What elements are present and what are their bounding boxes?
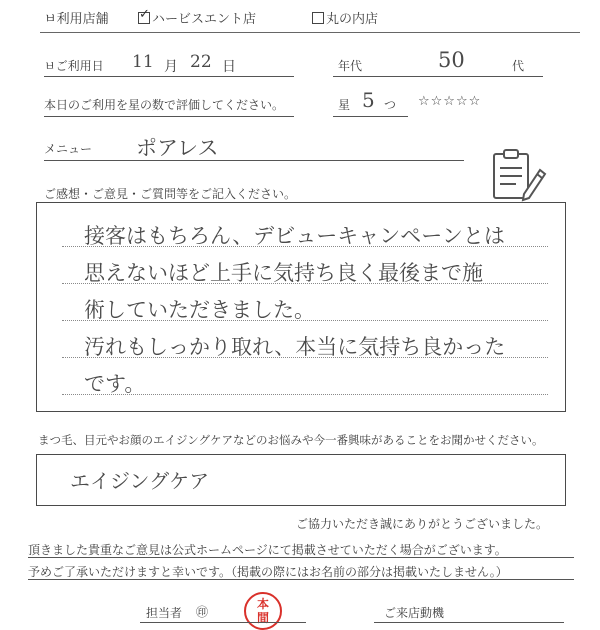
month-unit: 月 xyxy=(164,59,178,75)
star-label: 星 xyxy=(338,98,351,112)
header-rule xyxy=(40,32,580,33)
notice-underline-1 xyxy=(28,557,574,558)
date-label: ㅂご利用日 xyxy=(44,59,104,73)
staff-seal-stamp: 本間 xyxy=(244,592,282,630)
store-option-1[interactable]: ✓ ハービスエント店 xyxy=(139,7,257,27)
menu-label: メニュー xyxy=(44,142,93,156)
comment-line: です。 xyxy=(84,372,146,396)
menu-value: ポアレス xyxy=(136,136,219,160)
comment-line: 接客はもちろん、デビューキャンペーンとは xyxy=(84,224,505,248)
checkbox-empty-icon[interactable] xyxy=(312,12,324,24)
store-prefix: ㅂ xyxy=(44,12,57,27)
age-underline xyxy=(333,76,543,77)
notice-line-1: 頂きました貴重なご意見は公式ホームページにて掲載させていただく場合がございます。 xyxy=(28,543,507,557)
age-value: 50 xyxy=(438,48,465,72)
age-label: 年代 xyxy=(338,59,363,73)
date-month: 11 xyxy=(132,52,154,72)
visit-label: ご来店動機 xyxy=(384,606,445,620)
comment-line: 術していただきました。 xyxy=(84,298,315,322)
staff-underline xyxy=(140,622,306,623)
store-label: ㅂ利用店舗 xyxy=(44,12,109,27)
star-value: 5 xyxy=(362,88,375,112)
age-unit: 代 xyxy=(512,59,525,73)
concern-prompt: まつ毛、目元やお顔のエイジングケアなどのお悩みや今一番興味があることをお聞かせください。 xyxy=(38,433,544,447)
day-unit: 日 xyxy=(222,59,236,75)
rating-prompt: 本日のご利用を星の数で評価してください。 xyxy=(44,98,285,112)
comment-line: 汚れもしっかり取れ、本当に気持ち良かった xyxy=(84,335,506,359)
visit-underline xyxy=(374,622,564,623)
menu-underline xyxy=(44,160,464,161)
staff-label: 担当者 xyxy=(146,606,183,620)
concern-value: エイジングケア xyxy=(70,469,210,493)
checkbox-checked-icon[interactable]: ✓ xyxy=(139,7,150,22)
date-underline xyxy=(44,76,294,77)
star-underline xyxy=(333,116,408,117)
star-unit: つ xyxy=(384,98,397,112)
notice-line-2: 予めご了承いただけますと幸いです。（掲載の際にはお名前の部分は掲載いたしません。） xyxy=(28,565,508,579)
rating-underline xyxy=(44,116,294,117)
store-option-2[interactable]: 丸の内店 xyxy=(312,8,378,27)
seal-mark: ㊞ xyxy=(196,605,209,619)
notice-underline-2 xyxy=(28,579,574,580)
star-rating-icon: ☆☆☆☆☆ xyxy=(418,94,482,109)
comment-line: 思えないほど上手に気持ち良く最後まで施 xyxy=(84,261,483,285)
date-day: 22 xyxy=(190,52,212,72)
thanks-text: ご協力いただき誠にありがとうございました。 xyxy=(296,517,549,531)
clipboard-pen-icon xyxy=(488,146,548,206)
comment-prompt: ご感想・ご意見・ご質問等をご記入ください。 xyxy=(44,187,297,201)
